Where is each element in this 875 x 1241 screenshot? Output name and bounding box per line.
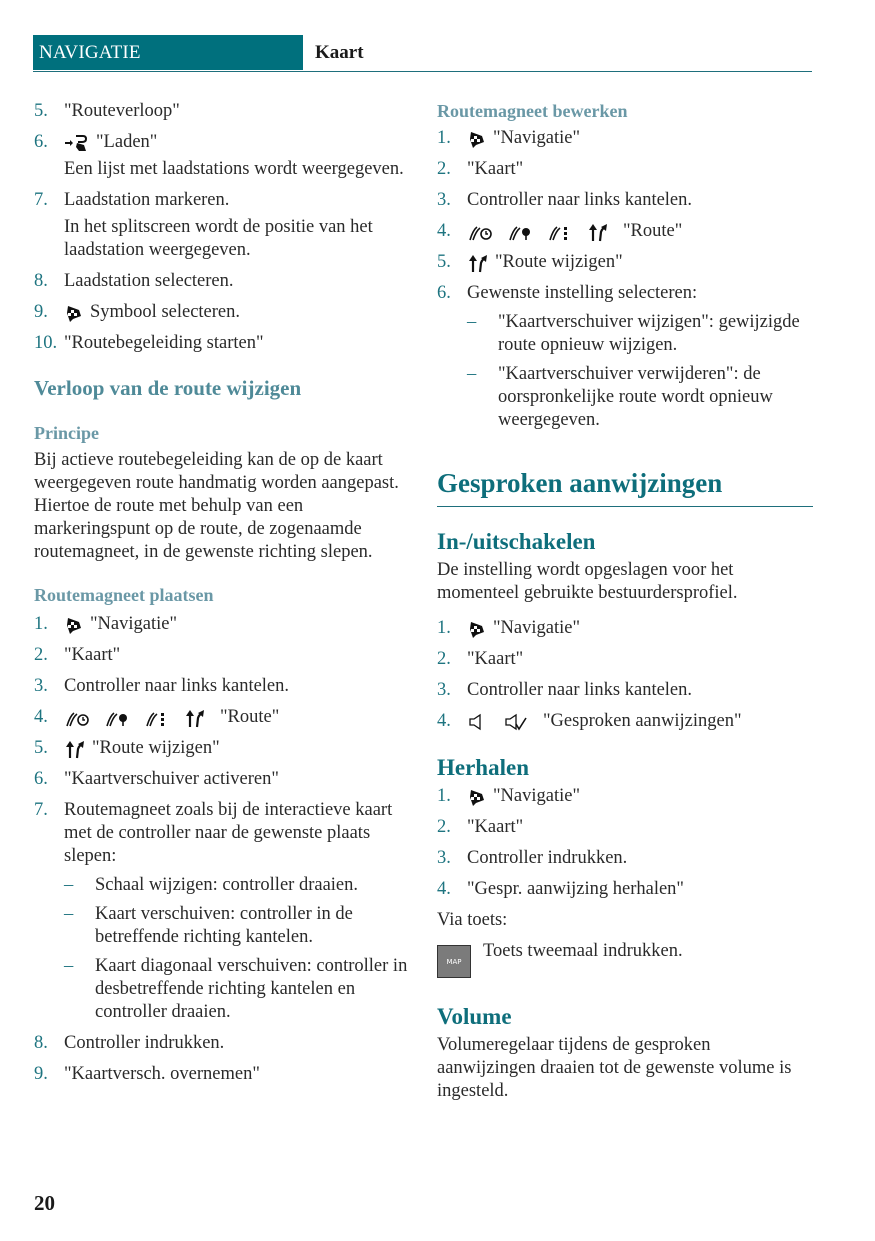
- step-text: Controller naar links kantelen.: [64, 676, 290, 696]
- section-tab: NAVIGATIE: [33, 35, 303, 70]
- charging-plug-icon: [64, 133, 90, 153]
- toggle-title: In-/uitschakelen: [437, 529, 596, 554]
- step-number: 3.: [437, 680, 451, 700]
- list-item: [437, 282, 813, 432]
- list-item: [34, 768, 412, 791]
- sub-item-text: "Kaartverschuiver wijzigen": gewijzigde route opnieuw wijzigen.: [498, 312, 800, 355]
- step-number: 8.: [34, 271, 48, 291]
- list-item: [34, 675, 412, 698]
- step-number: 9.: [34, 1064, 48, 1084]
- list-item: [437, 251, 813, 274]
- route-info-icon: [547, 222, 573, 242]
- step-number: 2.: [437, 817, 451, 837]
- step-number: 6.: [34, 769, 48, 789]
- edit-title: Routemagneet bewerken: [437, 101, 628, 121]
- sub-item-text: Kaart verschuiven: controller in de betreffende richting kantelen.: [95, 904, 353, 947]
- step-text: "Route wijzigen": [92, 738, 220, 758]
- voice-guidance-title: Gesproken aanwijzingen: [437, 466, 813, 507]
- step-text: "Kaart": [64, 645, 121, 665]
- route-info-icon: [144, 708, 170, 728]
- list-item: [437, 617, 813, 640]
- list-item: [34, 131, 412, 181]
- navigation-flag-icon: [64, 615, 84, 635]
- via-key-label: Via toets:: [437, 910, 508, 930]
- dash-marker: –: [64, 956, 74, 976]
- step-number: 1.: [437, 128, 451, 148]
- section-title: Verloop van de route wijzigen: [34, 376, 302, 400]
- list-item: [34, 799, 412, 1024]
- speaker-check-icon: [503, 712, 529, 732]
- step-text: Laadstation selecteren.: [64, 271, 234, 291]
- step-text: Controller naar links kantelen.: [467, 190, 693, 210]
- step-text: "Routebegeleiding starten": [64, 333, 264, 353]
- step-number: 4.: [437, 711, 451, 731]
- list-item: [437, 220, 813, 243]
- right-column: [437, 100, 813, 1103]
- step-text: "Routeverloop": [64, 101, 180, 121]
- speaker-icon: [467, 712, 489, 732]
- step-text: "Kaart": [467, 817, 524, 837]
- route-time-icon: [467, 222, 493, 242]
- page-header: [33, 35, 812, 72]
- dash-marker: –: [467, 364, 477, 384]
- left-column: [34, 100, 412, 1094]
- place-title: Routemagneet plaatsen: [34, 585, 214, 605]
- step-number: 4.: [437, 879, 451, 899]
- step-number: 5.: [34, 738, 48, 758]
- step-number: 4.: [34, 707, 48, 727]
- navigation-flag-icon: [467, 129, 487, 149]
- list-item: [437, 785, 813, 808]
- toggle-text: De instelling wordt opgeslagen voor het momenteel gebruikte bestuurdersprofiel.: [437, 560, 738, 603]
- list-item: [34, 332, 412, 355]
- sub-item: [64, 955, 412, 1024]
- step-number: 2.: [34, 645, 48, 665]
- step-text: "Kaartversch. overnemen": [64, 1064, 260, 1084]
- dash-marker: –: [64, 875, 74, 895]
- step-number: 3.: [437, 190, 451, 210]
- sub-item-text: "Kaartverschuiver verwijderen": de oorspronkelijke route wordt opnieuw weergegeven.: [498, 364, 773, 430]
- dash-marker: –: [467, 312, 477, 332]
- list-item: [34, 1063, 412, 1086]
- step-text: Controller naar links kantelen.: [467, 680, 693, 700]
- step-text: "Route": [623, 221, 683, 241]
- step-number: 5.: [34, 101, 48, 121]
- step-text: "Gespr. aanwijzing herhalen": [467, 879, 684, 899]
- navigation-flag-icon: [467, 619, 487, 639]
- step-note: Een lijst met laadstations wordt weergegeven.: [64, 159, 404, 179]
- step-text: "Route": [220, 707, 280, 727]
- step-number: 7.: [34, 190, 48, 210]
- step-number: 9.: [34, 302, 48, 322]
- list-item: [34, 613, 412, 636]
- list-item: [437, 878, 813, 901]
- route-arrows-icon: [64, 739, 86, 759]
- step-number: 6.: [34, 132, 48, 152]
- route-arrows-icon: [184, 708, 206, 728]
- list-item: [34, 706, 412, 729]
- step-text: "Kaart": [467, 649, 524, 669]
- sub-item-text: Schaal wijzigen: controller draaien.: [95, 875, 359, 895]
- step-text: "Navigatie": [90, 614, 178, 634]
- step-number: 1.: [437, 618, 451, 638]
- step-text: "Route wijzigen": [495, 252, 623, 272]
- map-button-icon: MAP: [437, 945, 471, 978]
- step-text: Symbool selecteren.: [90, 302, 241, 322]
- step-text: "Navigatie": [493, 618, 581, 638]
- list-item: [34, 100, 412, 123]
- list-item: [437, 189, 813, 212]
- list-item: [34, 644, 412, 667]
- list-item: [34, 1032, 412, 1055]
- step-text: Controller indrukken.: [64, 1033, 225, 1053]
- step-text: "Navigatie": [493, 786, 581, 806]
- list-item: [34, 301, 412, 324]
- step-number: 2.: [437, 649, 451, 669]
- route-poi-icon: [507, 222, 533, 242]
- list-item: [437, 127, 813, 150]
- navigation-flag-icon: [64, 303, 84, 323]
- list-item: [437, 710, 813, 733]
- place-steps-list: [34, 613, 412, 1086]
- route-poi-icon: [104, 708, 130, 728]
- sub-item: [467, 311, 813, 357]
- step-text: Gewenste instelling selecteren:: [467, 283, 698, 303]
- page-number: 20: [34, 1191, 55, 1215]
- sub-item-text: Kaart diagonaal verschuiven: controller in desbetreffende richting kantelen en controller draaien.: [95, 956, 408, 1022]
- chapter-title: Kaart: [315, 42, 364, 63]
- list-item: [34, 270, 412, 293]
- volume-title: Volume: [437, 1004, 512, 1029]
- map-key-text: Toets tweemaal indrukken.: [483, 941, 683, 961]
- step-text: "Kaartverschuiver activeren": [64, 769, 279, 789]
- list-item: [437, 679, 813, 702]
- step-text: "Kaart": [467, 159, 524, 179]
- list-item: [437, 847, 813, 870]
- step-number: 7.: [34, 800, 48, 820]
- step-text: "Gesproken aanwijzingen": [543, 711, 742, 731]
- route-arrows-icon: [467, 253, 489, 273]
- step-number: 5.: [437, 252, 451, 272]
- step-number: 3.: [437, 848, 451, 868]
- step-number: 8.: [34, 1033, 48, 1053]
- repeat-title: Herhalen: [437, 755, 529, 780]
- dash-marker: –: [64, 904, 74, 924]
- list-item: [34, 189, 412, 262]
- route-arrows-icon: [587, 222, 609, 242]
- step-number: 4.: [437, 221, 451, 241]
- edit-steps-list: [437, 127, 813, 432]
- step-number: 10.: [34, 333, 58, 353]
- list-item: [34, 737, 412, 760]
- sub-item: [467, 363, 813, 432]
- charging-steps-list: [34, 100, 412, 355]
- sub-item: [64, 903, 412, 949]
- repeat-steps-list: [437, 785, 813, 901]
- list-item: [437, 816, 813, 839]
- route-time-icon: [64, 708, 90, 728]
- navigation-flag-icon: [467, 787, 487, 807]
- step-text: "Navigatie": [493, 128, 581, 148]
- volume-text: Volumeregelaar tijdens de gesproken aanwijzingen draaien tot de gewenste volume is ingesteld.: [437, 1035, 792, 1101]
- principle-title: Principe: [34, 423, 99, 443]
- list-item: [437, 158, 813, 181]
- map-key-instruction: [437, 940, 813, 978]
- step-note: In het splitscreen wordt de positie van het laadstation weergegeven.: [64, 217, 373, 260]
- toggle-steps-list: [437, 617, 813, 733]
- step-number: 2.: [437, 159, 451, 179]
- list-item: [437, 648, 813, 671]
- step-text: Controller indrukken.: [467, 848, 628, 868]
- step-number: 6.: [437, 283, 451, 303]
- principle-text: Bij actieve routebegeleiding kan de op de kaart weergegeven route handmatig worden aangepast. Hiertoe de route met behulp van een markeringspunt op de route, de zogenaamde routemagneet, in de gewenste richting slepen.: [34, 450, 399, 562]
- sub-item: [64, 874, 412, 897]
- step-number: 3.: [34, 676, 48, 696]
- step-number: 1.: [34, 614, 48, 634]
- step-text: "Laden": [96, 132, 158, 152]
- step-text: Laadstation markeren.: [64, 190, 230, 210]
- step-text: Routemagneet zoals bij de interactieve kaart met de controller naar de gewenste plaats slepen:: [64, 800, 393, 866]
- step-number: 1.: [437, 786, 451, 806]
